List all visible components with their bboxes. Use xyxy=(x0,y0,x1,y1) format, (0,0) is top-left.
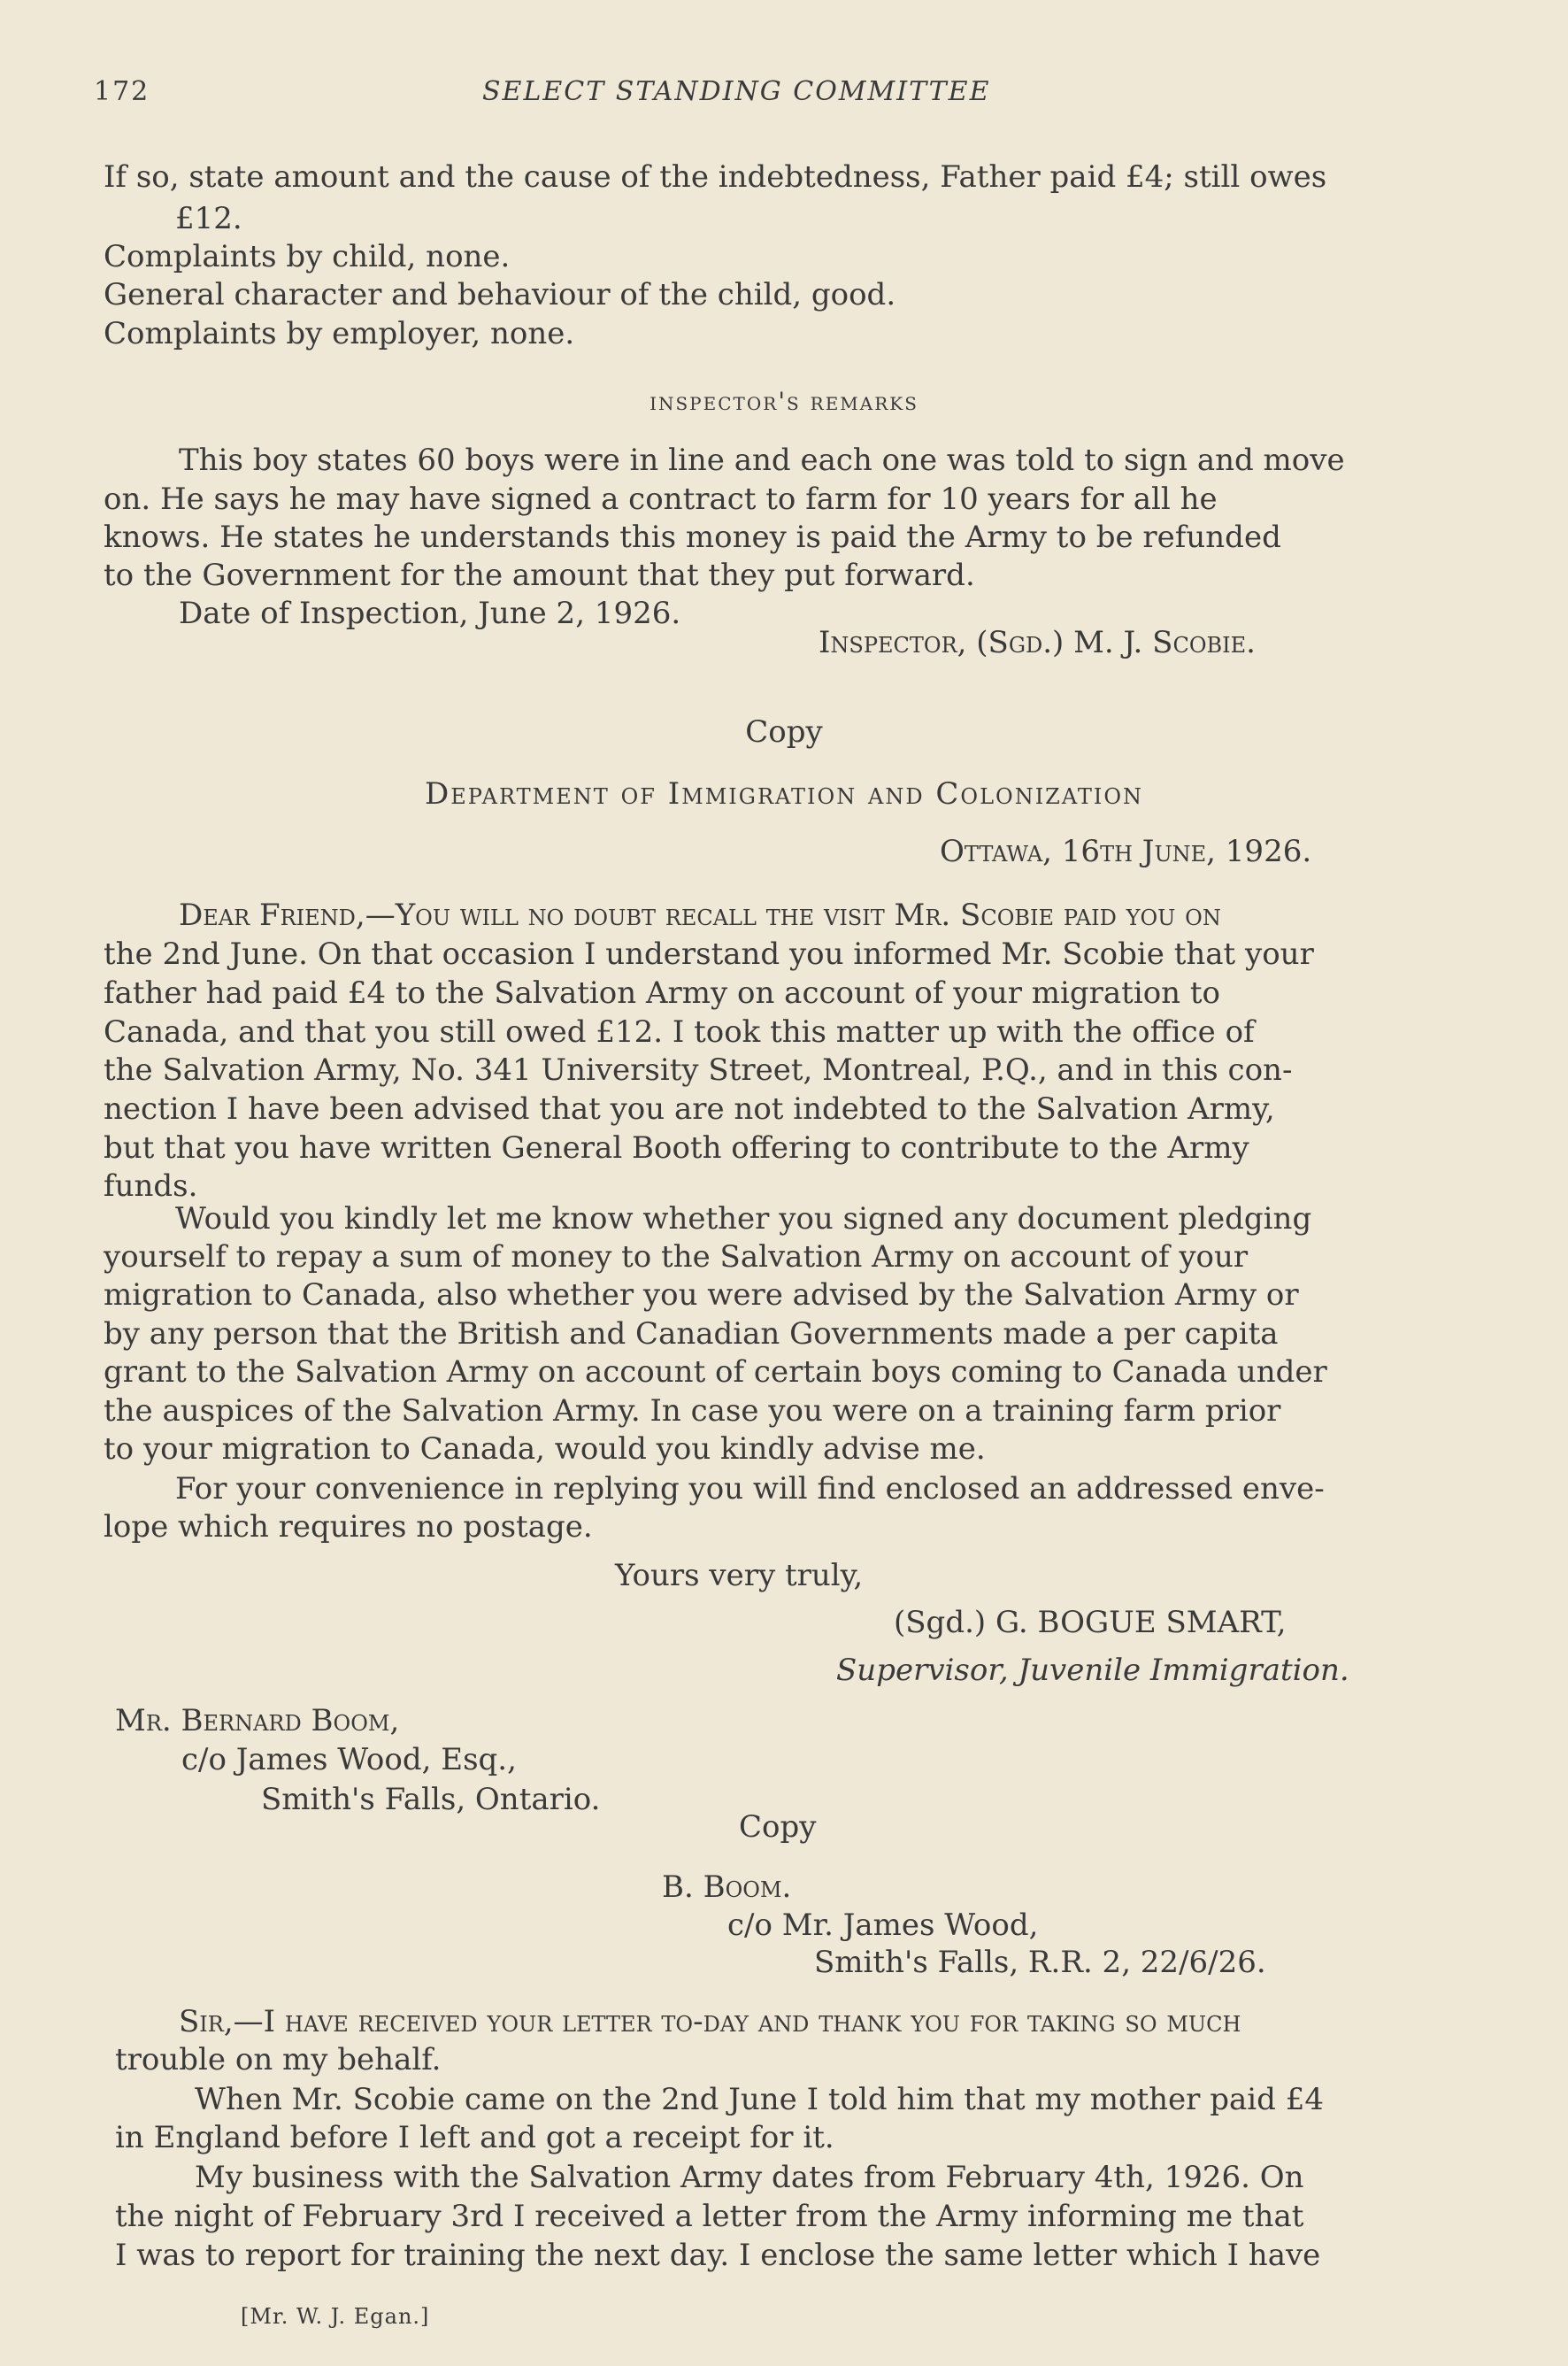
speaker-footnote: [Mr. W. J. Egan.] xyxy=(241,2304,430,2329)
text-line: Would you kindly let me know whether you signed any document pledging xyxy=(175,1201,1312,1237)
text-line: Complaints by child, none. xyxy=(104,239,511,274)
text-line: Date of Inspection, June 2, 1926. xyxy=(179,596,681,631)
page-number: 172 xyxy=(94,76,150,107)
text-line: Canada, and that you still owed £12. I took this matter up with the office of xyxy=(104,1014,1255,1050)
letter-signature: (Sgd.) G. BOGUE SMART, xyxy=(894,1605,1287,1640)
text-line: For your convenience in replying you will find enclosed an addressed enve- xyxy=(175,1471,1325,1507)
text-line: knows. He states he understands this money is paid the Army to be refunded xyxy=(104,520,1281,555)
text-line: My business with the Salvation Army dates from February 4th, 1926. On xyxy=(195,2160,1304,2195)
section-heading: inspector's remarks xyxy=(649,387,919,416)
text-line: nection I have been advised that you are not indebted to the Salvation Army, xyxy=(104,1091,1275,1127)
text-line: funds. xyxy=(104,1168,198,1204)
text-line: Sir,—I have received your letter to-day and thank you for taking so much xyxy=(179,2004,1241,2039)
text-line: the night of February 3rd I received a letter from the Army informing me that xyxy=(115,2199,1304,2234)
text-line: to your migration to Canada, would you kindly advise me. xyxy=(104,1431,986,1467)
running-head: SELECT STANDING COMMITTEE xyxy=(482,76,991,107)
addressee-line: c/o James Wood, Esq., xyxy=(181,1742,517,1777)
text-line: yourself to repay a sum of money to the Salvation Army on account of your xyxy=(104,1239,1249,1275)
text-line: the Salvation Army, No. 341 University Street, Montreal, P.Q., and in this con- xyxy=(104,1052,1293,1088)
signatory-title: Supervisor, Juvenile Immigration. xyxy=(836,1653,1349,1688)
text-line: migration to Canada, also whether you were advised by the Salvation Army or xyxy=(104,1277,1299,1313)
text-line: £12. xyxy=(175,201,242,236)
text-line: This boy states 60 boys were in line and each one was told to sign and move xyxy=(179,443,1345,478)
text-line: I was to report for training the next day. I enclose the same letter which I have xyxy=(115,2238,1321,2273)
text-line: by any person that the British and Canadian Governments made a per capita xyxy=(104,1316,1279,1352)
inspector-signature: Inspector, (Sgd.) M. J. Scobie. xyxy=(819,625,1256,660)
department-heading: Department of Immigration and Colonization xyxy=(424,776,1144,812)
copy-label: Copy xyxy=(745,714,823,750)
copy-label: Copy xyxy=(739,1809,817,1845)
text-line: If so, state amount and the cause of the indebtedness, Father paid £4; still owes xyxy=(104,159,1327,195)
text-line: General character and behaviour of the child, good. xyxy=(104,277,896,312)
sender-name: B. Boom. xyxy=(662,1869,792,1905)
text-line: in England before I left and got a receipt for it. xyxy=(115,2120,834,2155)
addressee-name: Mr. Bernard Boom, xyxy=(115,1703,400,1738)
text-line: When Mr. Scobie came on the 2nd June I told him that my mother paid £4 xyxy=(195,2082,1324,2117)
text-line: but that you have written General Booth offering to contribute to the Army xyxy=(104,1130,1249,1166)
text-line: the 2nd June. On that occasion I understand you informed Mr. Scobie that your xyxy=(104,936,1314,972)
text-line: the auspices of the Salvation Army. In case you were on a training farm prior xyxy=(104,1393,1281,1429)
text-line: father had paid £4 to the Salvation Army on account of your migration to xyxy=(104,975,1221,1011)
sender-address: Smith's Falls, R.R. 2, 22/6/26. xyxy=(814,1945,1266,1980)
text-line: lope which requires no postage. xyxy=(104,1509,593,1545)
text-line: grant to the Salvation Army on account of certain boys coming to Canada under xyxy=(104,1354,1327,1390)
letter-dateline: Ottawa, 16th June, 1926. xyxy=(940,834,1312,869)
text-line: Dear Friend,—You will no doubt recall the visit Mr. Scobie paid you on xyxy=(179,898,1221,933)
closing-salutation: Yours very truly, xyxy=(615,1558,864,1593)
addressee-line: Smith's Falls, Ontario. xyxy=(261,1782,601,1817)
text-line: Complaints by employer, none. xyxy=(104,316,575,351)
text-line: to the Government for the amount that they put forward. xyxy=(104,558,975,593)
sender-address: c/o Mr. James Wood, xyxy=(727,1907,1039,1943)
text-line: trouble on my behalf. xyxy=(115,2042,442,2077)
text-line: on. He says he may have signed a contract to farm for 10 years for all he xyxy=(104,482,1218,517)
